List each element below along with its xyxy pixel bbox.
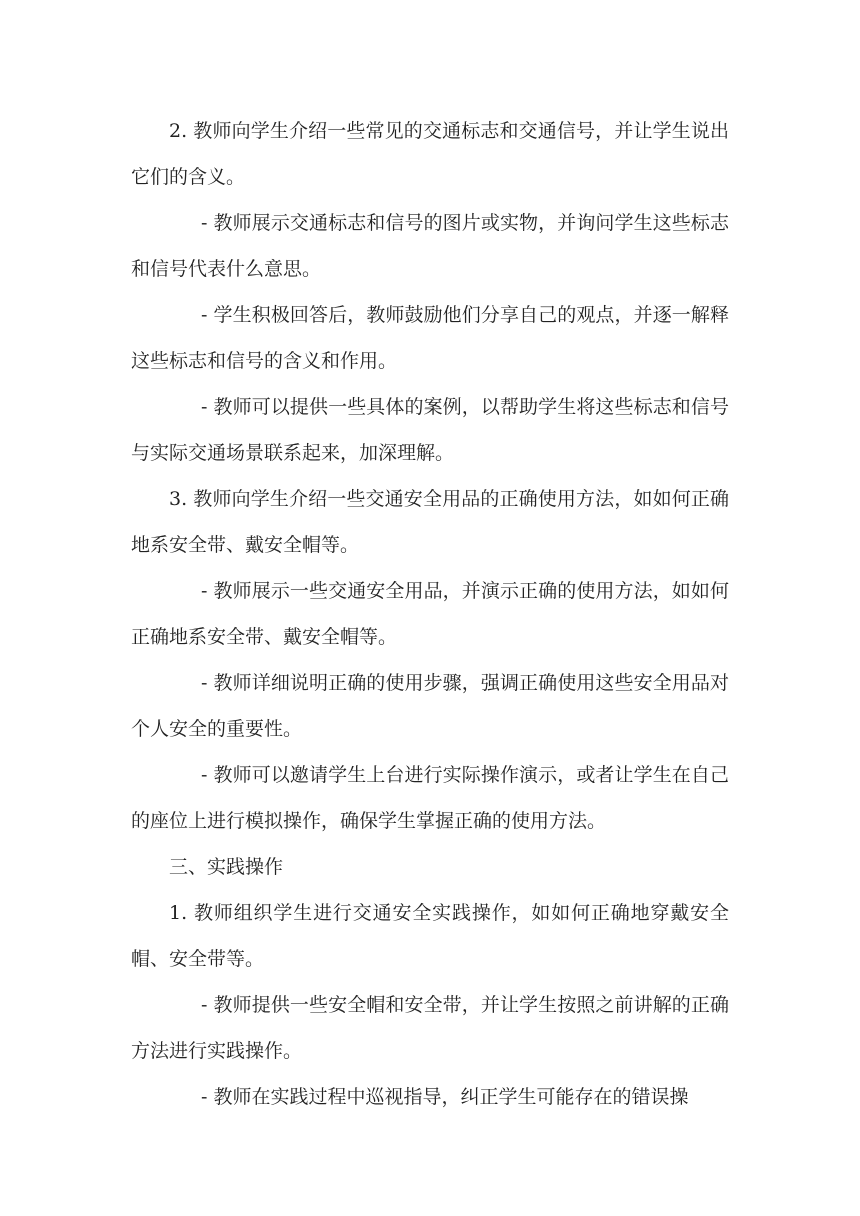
document-body bbox=[131, 108, 729, 1120]
paragraph-sub-item: - 教师提供一些安全帽和安全带，并让学生按照之前讲解的正确方法进行实践操作。 bbox=[131, 994, 729, 1062]
paragraph-sub-item: - 教师可以邀请学生上台进行实际操作演示，或者让学生在自己的座位上进行模拟操作，确保学生掌握正确的使用方法。 bbox=[131, 764, 729, 832]
paragraph-item-2: 2. 教师向学生介绍一些常见的交通标志和交通信号，并让学生说出它们的含义。 bbox=[131, 120, 729, 188]
paragraph-sub-item: - 教师展示一些交通安全用品，并演示正确的使用方法，如如何正确地系安全带、戴安全帽等。 bbox=[131, 580, 729, 648]
paragraph-sub-item: - 教师在实践过程中巡视指导，纠正学生可能存在的错误操 bbox=[201, 1086, 689, 1108]
paragraph-sub-item: - 教师展示交通标志和信号的图片或实物，并询问学生这些标志和信号代表什么意思。 bbox=[131, 212, 729, 280]
section-heading: 三、实践操作 bbox=[169, 856, 284, 878]
paragraph-sub-item: - 教师详细说明正确的使用步骤，强调正确使用这些安全用品对个人安全的重要性。 bbox=[131, 672, 729, 740]
paragraph-sub-item: - 学生积极回答后，教师鼓励他们分享自己的观点，并逐一解释这些标志和信号的含义和作用。 bbox=[131, 304, 729, 372]
paragraph-item-3: 3. 教师向学生介绍一些交通安全用品的正确使用方法，如如何正确地系安全带、戴安全帽等。 bbox=[131, 488, 729, 556]
paragraph-sub-item: - 教师可以提供一些具体的案例，以帮助学生将这些标志和信号与实际交通场景联系起来，加深理解。 bbox=[131, 396, 729, 464]
paragraph-item-1: 1. 教师组织学生进行交通安全实践操作，如如何正确地穿戴安全帽、安全带等。 bbox=[131, 902, 729, 970]
